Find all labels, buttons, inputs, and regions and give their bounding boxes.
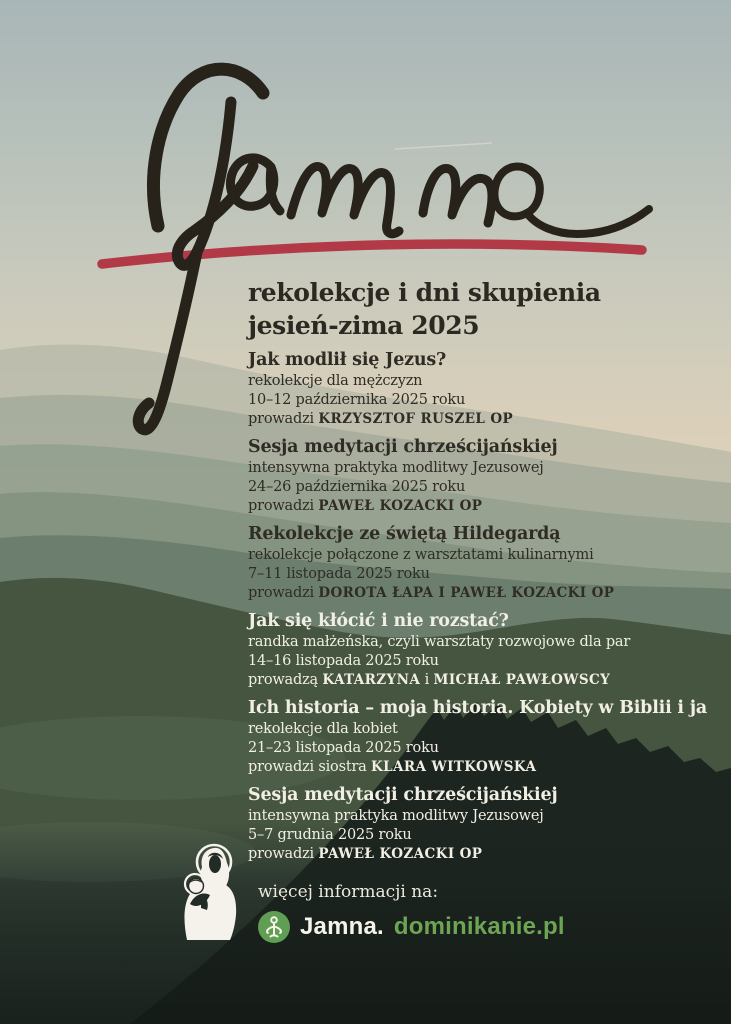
leader-prefix: prowadzi siostra (248, 759, 372, 775)
footer (178, 842, 565, 943)
event-item-4 (248, 611, 728, 690)
event-date: 7–11 listopada 2025 roku (248, 566, 430, 582)
leader-prefix: prowadzi (248, 411, 319, 427)
website-domain[interactable]: dominikanie.pl (393, 913, 565, 940)
event-leader (248, 671, 728, 690)
website-name[interactable]: Jamna. (300, 913, 384, 940)
event-leader (248, 497, 728, 516)
event-title: Rekolekcje ze świętą Hildegardą (248, 524, 561, 544)
leader-prefix: prowadzi (248, 498, 319, 514)
event-leader (248, 758, 728, 777)
leader-name: KLARA WITKOWSKA (371, 759, 537, 775)
event-date: 21–23 listopada 2025 roku (248, 740, 439, 756)
dominican-cross-icon (258, 911, 290, 943)
poster-heading (248, 276, 601, 342)
event-leader (248, 410, 728, 429)
leader-name: PAWEŁ KOZACKI OP (318, 498, 483, 514)
leader-name: KRZYSZTOF RUSZEL OP (318, 411, 514, 427)
leader-prefix: prowadzi (248, 585, 319, 601)
leader-mid: i (420, 672, 434, 688)
event-title: Jak modlił się Jezus? (248, 350, 447, 370)
footer-text-column (258, 842, 565, 943)
leader-name: PAWEŁ KOZACKI OP (318, 846, 483, 862)
leader-prefix: prowadzą (248, 672, 323, 688)
event-title: Sesja medytacji chrześcijańskiej (248, 785, 558, 805)
madonna-and-child-icon (178, 842, 240, 940)
leader-name: KATARZYNA (322, 672, 421, 688)
event-title: Sesja medytacji chrześcijańskiej (248, 437, 558, 457)
event-subtitle: intensywna praktyka modlitwy Jezusowej (248, 460, 544, 476)
event-item-3 (248, 524, 728, 603)
event-date: 10–12 października 2025 roku (248, 392, 466, 408)
event-title: Jak się kłócić i nie rozstać? (248, 611, 509, 631)
leader-name-2: MICHAŁ PAWŁOWSCY (433, 672, 611, 688)
heading-line-1: rekolekcje i dni skupienia (248, 278, 601, 307)
heading-line-2: jesień-zima 2025 (248, 311, 480, 340)
event-subtitle: intensywna praktyka modlitwy Jezusowej (248, 808, 544, 824)
event-item-2 (248, 437, 728, 516)
more-info-label: więcej informacji na: (258, 882, 439, 902)
event-date: 5–7 grudnia 2025 roku (248, 827, 412, 843)
event-item-5 (248, 698, 728, 777)
event-subtitle: randka małżeńska, czyli warsztaty rozwojowe dla par (248, 634, 631, 650)
leader-prefix: prowadzi (248, 846, 319, 862)
event-item-1 (248, 350, 728, 429)
event-date: 14–16 listopada 2025 roku (248, 653, 439, 669)
leader-name: DOROTA ŁAPA I PAWEŁ KOZACKI OP (318, 585, 615, 601)
event-date: 24–26 października 2025 roku (248, 479, 466, 495)
events-list (248, 350, 728, 872)
event-subtitle: rekolekcje połączone z warsztatami kulinarnymi (248, 547, 594, 563)
event-title: Ich historia – moja historia. Kobiety w Biblii i ja (248, 698, 708, 718)
website-link[interactable] (258, 911, 565, 943)
event-subtitle: rekolekcje dla kobiet (248, 721, 398, 737)
event-subtitle: rekolekcje dla mężczyzn (248, 373, 423, 389)
event-leader (248, 584, 728, 603)
